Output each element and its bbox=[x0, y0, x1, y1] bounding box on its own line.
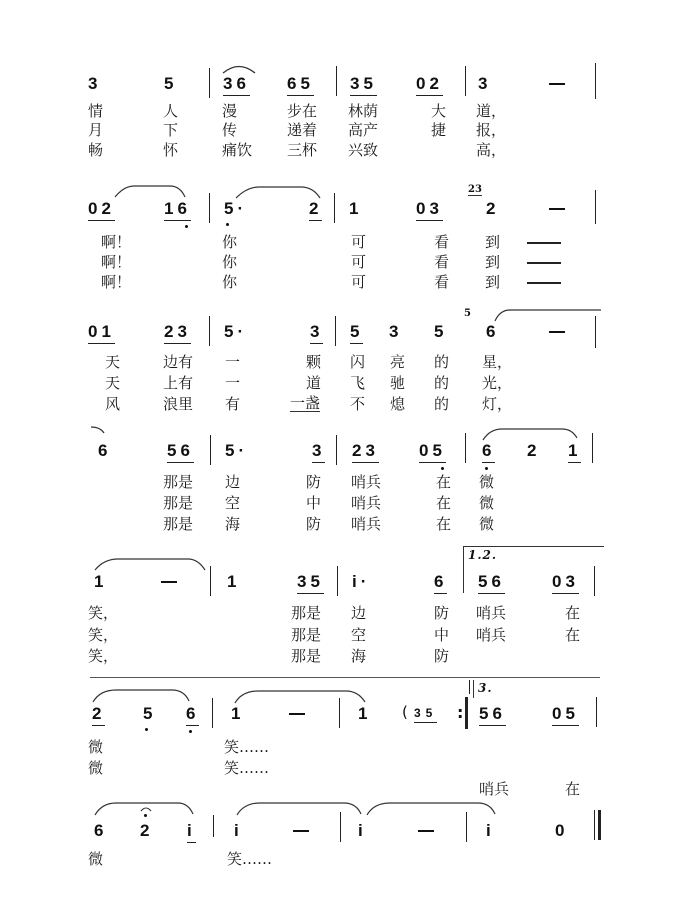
lyric: 笑， bbox=[88, 647, 119, 665]
lyric: 捷 bbox=[431, 121, 447, 139]
lyric: 防 bbox=[434, 604, 450, 622]
barline bbox=[336, 435, 337, 465]
lyric: 递着 bbox=[287, 121, 318, 139]
note: 3 bbox=[310, 323, 323, 344]
barline bbox=[337, 566, 338, 596]
lyric: 颗 bbox=[306, 353, 322, 371]
lyric: 哨兵 bbox=[351, 494, 382, 512]
lyric: 微 bbox=[88, 738, 104, 756]
repeat-colon: : bbox=[457, 703, 464, 722]
barline bbox=[465, 66, 466, 96]
lyric: 啊！ bbox=[101, 273, 132, 291]
barline bbox=[210, 566, 211, 596]
barline bbox=[595, 63, 596, 99]
barline bbox=[594, 566, 595, 596]
barline bbox=[466, 812, 467, 842]
lyric: 飞 bbox=[350, 374, 366, 392]
lyric: 边 bbox=[351, 604, 367, 622]
note: 6 bbox=[186, 705, 199, 726]
lyric: 你 bbox=[222, 253, 238, 271]
lyric: 风 bbox=[105, 395, 121, 413]
note: 23 bbox=[164, 323, 191, 344]
lyric: 你 bbox=[222, 233, 238, 251]
lyric: 的 bbox=[434, 374, 450, 392]
note: 35 bbox=[297, 573, 324, 594]
slur-arc bbox=[114, 184, 186, 196]
sustain-dash bbox=[293, 830, 309, 832]
note: 2 bbox=[527, 441, 541, 460]
lyric: 在 bbox=[565, 604, 581, 622]
low-octave-dot bbox=[226, 223, 229, 226]
note: 6 bbox=[434, 573, 447, 594]
note: 02 bbox=[88, 200, 115, 221]
lyric: 微 bbox=[479, 473, 495, 491]
low-octave-dot bbox=[441, 467, 444, 470]
barline bbox=[340, 812, 341, 842]
note: 5· bbox=[224, 322, 248, 341]
lyric: 在 bbox=[436, 473, 452, 491]
note: 6 bbox=[482, 442, 495, 463]
lyric: 到 bbox=[485, 273, 501, 291]
note: 02 bbox=[416, 75, 443, 96]
lyric: 浪里 bbox=[163, 395, 194, 413]
lyric: 那是 bbox=[163, 494, 194, 512]
lyric: 笑， bbox=[88, 626, 119, 644]
lyric: 你 bbox=[222, 273, 238, 291]
lyric: 可 bbox=[351, 253, 367, 271]
note: 01 bbox=[88, 323, 115, 344]
note: 3 bbox=[312, 442, 325, 463]
lyric: 道 bbox=[306, 374, 322, 392]
lyric: 有 bbox=[225, 395, 241, 413]
note: 2 bbox=[309, 200, 322, 221]
lyric-extension-line bbox=[527, 282, 561, 284]
barline bbox=[335, 316, 336, 346]
note: 35 bbox=[414, 706, 437, 723]
slur-arc bbox=[94, 557, 206, 569]
lyric: 啊！ bbox=[101, 233, 132, 251]
lyric: 微 bbox=[479, 515, 495, 533]
lyric: 防 bbox=[306, 473, 322, 491]
lyric: 闪 bbox=[350, 353, 366, 371]
note: 05 bbox=[419, 442, 446, 463]
note: 1 bbox=[358, 704, 372, 723]
barline bbox=[595, 316, 596, 348]
note: i· bbox=[352, 572, 371, 591]
sustain-dash bbox=[549, 208, 565, 210]
lyric: 边有 bbox=[163, 353, 194, 371]
note: 36 bbox=[223, 75, 250, 96]
lyric: 啊！ bbox=[101, 253, 132, 271]
lyric: 天 bbox=[105, 374, 121, 392]
note: 6 bbox=[486, 322, 500, 341]
lyric: 中 bbox=[306, 494, 322, 512]
barline bbox=[212, 698, 213, 728]
lyric: 中 bbox=[434, 626, 450, 644]
lyric: 漫 bbox=[222, 102, 238, 120]
note: 56 bbox=[478, 573, 505, 594]
barline bbox=[209, 316, 210, 346]
note: i bbox=[486, 821, 495, 840]
note: 6 bbox=[98, 441, 112, 460]
sustain-dash bbox=[549, 83, 565, 85]
lyric: 高产 bbox=[348, 121, 379, 139]
lyric: 看 bbox=[434, 233, 450, 251]
lyric: 哨兵 bbox=[351, 473, 382, 491]
volta-label: 3. bbox=[478, 681, 493, 695]
lyric: 空 bbox=[225, 494, 241, 512]
lyric: 可 bbox=[351, 233, 367, 251]
low-octave-dot bbox=[189, 730, 192, 733]
lyric: 在 bbox=[436, 494, 452, 512]
lyric: 笑…… bbox=[224, 738, 270, 756]
lyric: 在 bbox=[565, 780, 581, 798]
note: 23 bbox=[352, 442, 379, 463]
lyric: 光， bbox=[482, 374, 513, 392]
lyric: 那是 bbox=[291, 647, 322, 665]
note: 2 bbox=[140, 821, 154, 840]
barline bbox=[592, 433, 593, 463]
note: 2 bbox=[92, 705, 105, 726]
lyric: 微 bbox=[88, 850, 104, 868]
lyric: 笑…… bbox=[227, 850, 273, 868]
barline bbox=[334, 193, 335, 223]
slur-end-arc bbox=[90, 425, 106, 437]
note: 5 bbox=[164, 74, 178, 93]
note: 5· bbox=[225, 441, 249, 460]
lyric: 那是 bbox=[291, 604, 322, 622]
lyric: 微 bbox=[479, 494, 495, 512]
repeat-barline bbox=[465, 697, 468, 729]
lyric: 在 bbox=[436, 515, 452, 533]
lyric: 到 bbox=[485, 233, 501, 251]
note: i bbox=[358, 821, 367, 840]
lyric: 海 bbox=[225, 515, 241, 533]
lyric: 防 bbox=[306, 515, 322, 533]
sustain-dash bbox=[418, 830, 434, 832]
lyric: 在 bbox=[565, 626, 581, 644]
barline bbox=[339, 698, 340, 728]
barline bbox=[209, 193, 210, 223]
lyric: 一盏 bbox=[290, 394, 321, 412]
note: 05 bbox=[552, 705, 579, 726]
tie-arc bbox=[222, 62, 256, 74]
lyric: 看 bbox=[434, 253, 450, 271]
note: 56 bbox=[167, 442, 194, 463]
lyric: 空 bbox=[351, 626, 367, 644]
note: 5· bbox=[224, 199, 248, 218]
lyric: 哨兵 bbox=[476, 626, 507, 644]
lyric-extension-line bbox=[527, 242, 561, 244]
note: 1 bbox=[231, 704, 245, 723]
low-octave-dot bbox=[485, 467, 488, 470]
barline bbox=[596, 697, 597, 727]
final-barline-thick bbox=[598, 810, 601, 840]
lyric: 天 bbox=[105, 353, 121, 371]
slur-arc bbox=[236, 800, 362, 812]
volta-label: 1.2. bbox=[468, 548, 498, 562]
note: 6 bbox=[94, 821, 108, 840]
lyric: 熄 bbox=[390, 395, 406, 413]
note: 03 bbox=[416, 200, 443, 221]
low-octave-dot bbox=[145, 728, 148, 731]
lyric: 三杯 bbox=[287, 141, 318, 159]
note: 1 bbox=[227, 572, 241, 591]
lyric: 步在 bbox=[287, 102, 318, 120]
barline bbox=[336, 66, 337, 96]
slur-arc bbox=[366, 800, 496, 812]
divider-line bbox=[90, 677, 600, 678]
lyric: 防 bbox=[434, 647, 450, 665]
lyric: 痛饮 bbox=[222, 141, 253, 159]
lyric: 的 bbox=[434, 353, 450, 371]
note: 3 bbox=[478, 74, 492, 93]
slur-arc bbox=[234, 688, 366, 700]
lyric: 人 bbox=[163, 102, 179, 120]
grace-notes: 23 bbox=[468, 184, 482, 195]
lyric: 那是 bbox=[163, 515, 194, 533]
open-paren: ( bbox=[402, 703, 408, 721]
lyric: 笑， bbox=[88, 604, 119, 622]
lyric: 畅 bbox=[88, 141, 104, 159]
note: 1 bbox=[94, 572, 108, 591]
low-octave-dot bbox=[185, 225, 188, 228]
note: 65 bbox=[287, 75, 314, 96]
lyric: 道， bbox=[476, 102, 507, 120]
note: 1 bbox=[568, 442, 581, 463]
note: 3 bbox=[389, 322, 403, 341]
lyric: 到 bbox=[485, 253, 501, 271]
sustain-dash bbox=[161, 581, 177, 583]
slur-arc bbox=[235, 185, 321, 197]
lyric: 笑…… bbox=[224, 759, 270, 777]
lyric: 驰 bbox=[390, 374, 406, 392]
lyric: 大 bbox=[431, 102, 447, 120]
lyric: 怀 bbox=[163, 141, 179, 159]
lyric: 哨兵 bbox=[479, 780, 510, 798]
lyric: 那是 bbox=[291, 626, 322, 644]
grace-notes: 5 bbox=[464, 308, 471, 319]
lyric: 下 bbox=[163, 121, 179, 139]
lyric: 情 bbox=[88, 102, 104, 120]
lyric: 报， bbox=[476, 121, 507, 139]
lyric: 林荫 bbox=[348, 102, 379, 120]
note: 5 bbox=[350, 323, 363, 344]
note: 35 bbox=[350, 75, 377, 96]
note: 16 bbox=[164, 200, 191, 221]
slur-arc bbox=[92, 687, 190, 699]
barline bbox=[209, 68, 210, 98]
volta-tick bbox=[469, 680, 470, 694]
lyric: 的 bbox=[434, 395, 450, 413]
lyric: 那是 bbox=[163, 473, 194, 491]
sustain-dash bbox=[289, 713, 305, 715]
lyric: 微 bbox=[88, 759, 104, 777]
note: 2 bbox=[486, 199, 500, 218]
barline bbox=[595, 190, 596, 224]
final-barline-thin bbox=[594, 810, 595, 840]
note: i bbox=[234, 821, 243, 840]
barline bbox=[465, 433, 466, 463]
lyric: 亮 bbox=[390, 353, 406, 371]
lyric-extension-line bbox=[527, 262, 561, 264]
lyric: 一 bbox=[225, 353, 241, 371]
note: i bbox=[187, 822, 196, 843]
note: 56 bbox=[479, 705, 506, 726]
lyric: 海 bbox=[351, 647, 367, 665]
lyric: 星， bbox=[482, 353, 513, 371]
lyric: 哨兵 bbox=[476, 604, 507, 622]
barline bbox=[210, 435, 211, 465]
sustain-dash bbox=[549, 331, 565, 333]
note: 1 bbox=[349, 199, 363, 218]
lyric: 月 bbox=[88, 121, 104, 139]
slur-arc bbox=[494, 308, 602, 320]
note: 5 bbox=[143, 704, 157, 723]
note: 5 bbox=[434, 322, 448, 341]
lyric: 一 bbox=[225, 374, 241, 392]
lyric: 灯， bbox=[482, 395, 513, 413]
lyric: 上有 bbox=[163, 374, 194, 392]
barline bbox=[213, 815, 214, 837]
lyric: 传 bbox=[222, 121, 238, 139]
lyric: 哨兵 bbox=[351, 515, 382, 533]
lyric: 不 bbox=[350, 395, 366, 413]
lyric: 看 bbox=[434, 273, 450, 291]
lyric: 可 bbox=[351, 273, 367, 291]
lyric: 兴致 bbox=[348, 141, 379, 159]
volta-bracket-3 bbox=[473, 680, 602, 698]
note: 03 bbox=[552, 573, 579, 594]
slur-arc bbox=[482, 427, 578, 439]
lyric: 高， bbox=[476, 141, 507, 159]
note: 0 bbox=[555, 821, 569, 840]
lyric: 边 bbox=[225, 473, 241, 491]
high-octave-dot bbox=[144, 814, 147, 817]
note: 3 bbox=[88, 74, 102, 93]
